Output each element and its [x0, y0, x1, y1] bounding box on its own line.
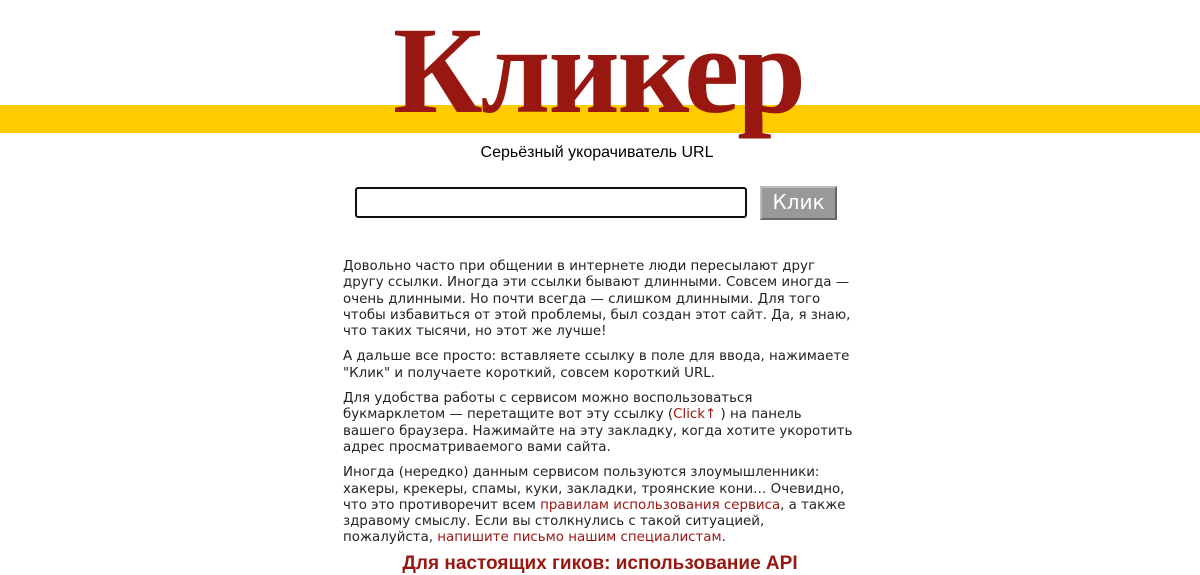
intro-paragraph: Довольно часто при общении в интернете люди пересылают друг другу ссылки. Иногда эти ссылки бывают длинными. Совсем иногда — очень длинными. Но почти всегда — слишком длинными. Для того чтобы избавиться от этой проблемы, был создан этот сайт. Да, я знаю, что таких тысячи, но этот же лучше!: [343, 259, 851, 340]
text: Иногда (нередко) данным сервисом пользуются злоумышленники: хакеры, крекеры, спамы, куки, закладки, троянские кони… Очевидно, что это противоречит всем: [343, 465, 845, 513]
logo: Кликер: [392, 2, 805, 139]
bookmarklet-link[interactable]: Click↑: [673, 407, 717, 423]
contact-link[interactable]: напишите письмо нашим специалистам: [437, 530, 722, 546]
text: .: [721, 530, 726, 546]
url-input[interactable]: [355, 187, 747, 218]
site-subtitle: Серьёзный укорачиватель URL: [480, 144, 714, 161]
shorten-button[interactable]: Клик: [760, 186, 837, 220]
text: Для удобства работы с сервисом можно воспользоваться букмарклетом — перетащите вот эту ссылку (: [343, 391, 753, 423]
description: [343, 259, 853, 556]
text: , а также здравому смыслу. Если вы столкнулись с такой ситуацией, пожалуйста,: [343, 497, 846, 546]
text: ) на панель вашего браузера. Нажимайте на эту закладку, когда хотите укоротить адрес просматриваемого вами сайта.: [343, 407, 853, 455]
abuse-paragraph: [343, 465, 853, 546]
api-heading: Для настоящих гиков: использование API: [402, 553, 798, 574]
bookmarklet-paragraph: [343, 391, 853, 456]
usage-paragraph: А дальше все просто: вставляете ссылку в поле для ввода, нажимаете "Клик" и получаете короткий, совсем короткий URL.: [343, 349, 850, 381]
terms-link[interactable]: правилам использования сервиса: [540, 497, 781, 513]
